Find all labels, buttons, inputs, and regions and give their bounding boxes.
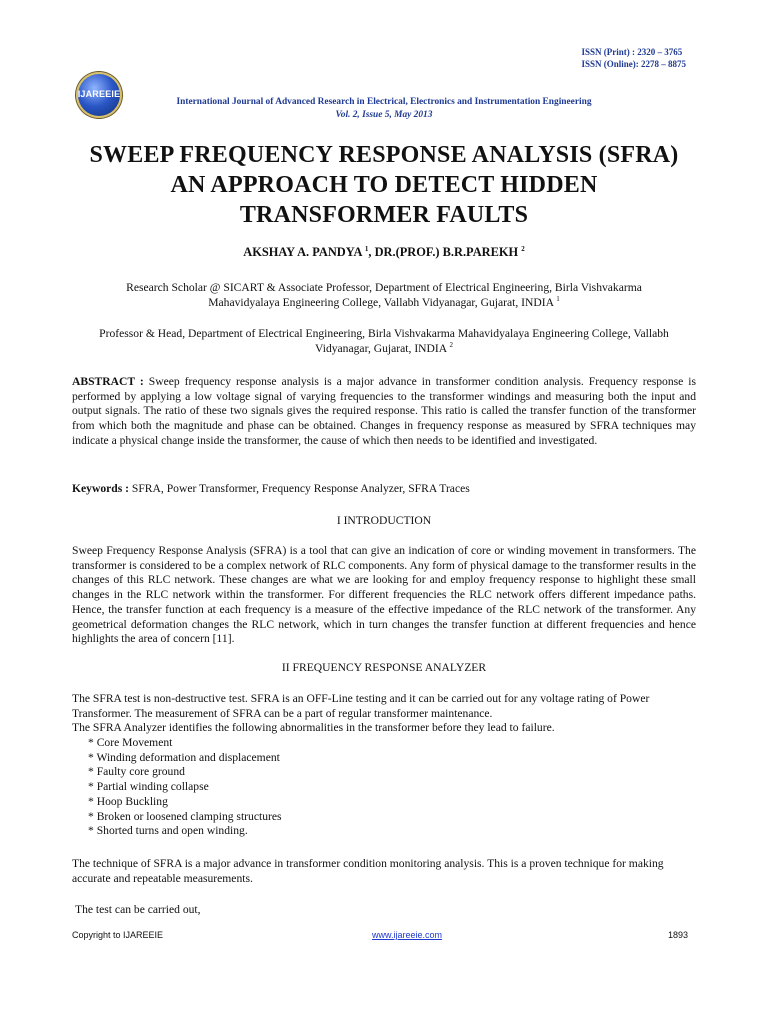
section-1-text: Sweep Frequency Response Analysis (SFRA) is a tool that can give an indication of core or winding movement in transformers. The transformer is considered to be a complex network of RLC components. Any form of physical damage to the transformer results in the changes of this RLC network. These changes are what we are looking for and employ frequency response to highlight these small changes in the RLC network within the transformer. For different frequencies the RLC network offers different impedance paths. Hence, the transfer function at each frequency is a measure of the effective impedance of the RLC network of the transformer. Any geometrical deformation changes the RLC network, which in turn changes the transfer function at different frequencies and hence highlights the area of concern [11]. xyxy=(72,544,696,646)
title-line-2: AN APPROACH TO DETECT HIDDEN xyxy=(170,172,598,198)
keywords xyxy=(72,482,696,497)
list-item: * Hoop Buckling xyxy=(88,794,168,808)
section-1-heading: I INTRODUCTION xyxy=(336,514,432,527)
page-number: 1893 xyxy=(667,930,688,940)
author-separator: , xyxy=(368,245,375,259)
abnormalities-list xyxy=(88,736,488,839)
logo-text: IJAREEIE xyxy=(77,89,121,99)
paper-title xyxy=(40,140,728,230)
section-2-line-1: The SFRA test is non-destructive test. SFRA is an OFF-Line testing and it can be carried out for any voltage rating of Power Transformer. The measurement of SFRA can be a part of regular transformer maintenance. xyxy=(72,692,650,720)
abstract-label: ABSTRACT : xyxy=(72,375,144,388)
list-item: * Broken or loosened clamping structures xyxy=(88,809,282,823)
title-line-1: SWEEP FREQUENCY RESPONSE ANALYSIS (SFRA) xyxy=(89,142,679,168)
abstract xyxy=(72,375,696,449)
keywords-text: SFRA, Power Transformer, Frequency Response Analyzer, SFRA Traces xyxy=(129,482,470,495)
author-1: AKSHAY A. PANDYA xyxy=(243,245,362,259)
authors xyxy=(40,245,728,260)
author-1-sup: 1 xyxy=(364,244,369,253)
journal-header xyxy=(150,96,618,122)
issn-online: ISSN (Online): 2278 – 8875 xyxy=(581,59,686,69)
affiliation-2-line-2: Vidyanagar, Gujarat, INDIA xyxy=(315,342,447,355)
list-item: * Shorted turns and open winding. xyxy=(88,824,248,838)
author-2: DR.(PROF.) B.R.PAREKH xyxy=(374,245,519,259)
abstract-text: Sweep frequency response analysis is a major advance in transformer condition analysis. Frequency response is performed by applying a low voltage signal of varying frequencies to the transformer windings and measuring both the input and output signals. The ratio of these two signals gives the required response. This ratio is called the transfer function of the transformer from which both the magnitude and phase can be obtained. Changes in frequency response as measured by SFRA techniques may indicate a physical change inside the transformer, the cause of which then needs to be identified and investigated. xyxy=(72,375,697,447)
affiliation-1-sup: 1 xyxy=(556,295,560,304)
journal-logo xyxy=(76,72,122,118)
list-item: * Partial winding collapse xyxy=(88,780,209,794)
test-paragraph: The test can be carried out, xyxy=(75,903,201,916)
affiliation-2-sup: 2 xyxy=(449,341,453,350)
footer-website-link[interactable]: www.ijareeie.com xyxy=(372,930,443,940)
technique-paragraph: The technique of SFRA is a major advance in transformer condition monitoring analysis. This is a proven technique for making accurate and repeatable measurements. xyxy=(72,857,664,885)
section-2-line-2: The SFRA Analyzer identifies the following abnormalities in the transformer before they lead to failure. xyxy=(72,721,555,735)
list-item: * Core Movement xyxy=(88,736,173,749)
affiliation-1-line-2: Mahavidyalaya Engineering College, Vallabh Vidyanagar, Gujarat, INDIA xyxy=(208,296,554,309)
issn-print: ISSN (Print) : 2320 – 3765 xyxy=(581,47,683,57)
affiliation-2-line-1: Professor & Head, Department of Electrical Engineering, Birla Vishvakarma Mahavidyalaya Engineering College, Vallabh xyxy=(99,327,669,340)
footer-copyright: Copyright to IJAREEIE xyxy=(72,930,164,940)
keywords-label: Keywords : xyxy=(72,482,129,495)
list-item: * Winding deformation and displacement xyxy=(88,750,280,764)
affiliation-2 xyxy=(72,326,696,356)
list-item: * Faulty core ground xyxy=(88,765,185,779)
journal-volume: Vol. 2, Issue 5, May 2013 xyxy=(335,110,433,120)
affiliation-1-line-1: Research Scholar @ SICART & Associate Professor, Department of Electrical Engineering, Birla Vishvakarma xyxy=(126,281,642,294)
affiliation-1 xyxy=(72,280,696,310)
issn-block xyxy=(581,46,686,70)
journal-name: International Journal of Advanced Research in Electrical, Electronics and Instrumentation Engineering xyxy=(176,97,592,107)
title-line-3: TRANSFORMER FAULTS xyxy=(239,202,529,228)
page-footer xyxy=(72,930,688,944)
section-2-heading: II FREQUENCY RESPONSE ANALYZER xyxy=(281,661,487,674)
author-2-sup: 2 xyxy=(521,244,525,253)
section-2-text xyxy=(72,692,696,736)
